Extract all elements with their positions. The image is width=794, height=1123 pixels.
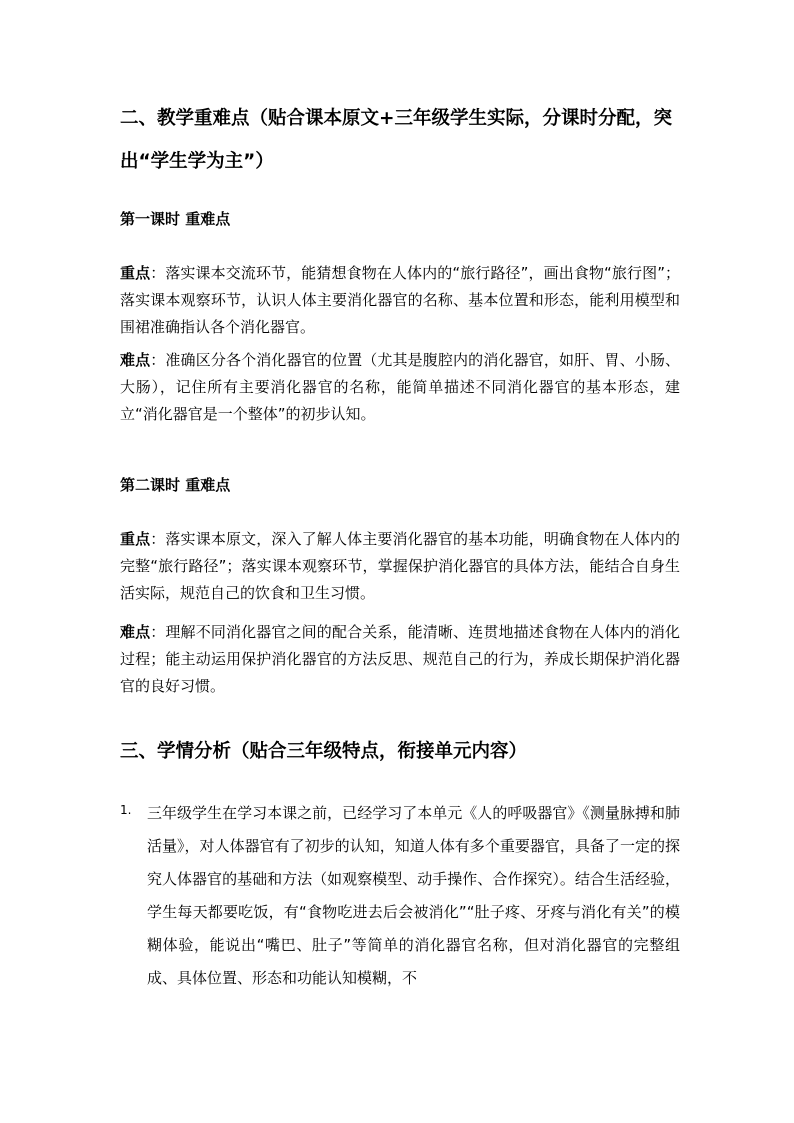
- lesson-2-heading: 第二课时 重难点: [120, 476, 231, 494]
- difficult-point-label: 难点: [120, 351, 151, 369]
- list-item-text: 三年级学生在学习本课之前，已经学习了本单元《人的呼吸器官》《测量脉搏和肺活量》，对人体器官有了初步的认知，知道人体有多个重要器官，具备了一定的探究人体器官的基础和方法（如观察模型、动手操作、合作探究）。结合生活经验，学生每天都要吃饭，有“食物吃进去后会被消化”“肚子疼、牙疼与消化有关”的模糊体验，能说出“嘴巴、肚子”等简单的消化器官名称，但对消化器官的完整组成、具体位置、形态和功能认知模糊，不: [147, 804, 680, 987]
- lesson-1-heading: 第一课时 重难点: [120, 210, 231, 228]
- lesson-1-difficult-point: [120, 347, 680, 428]
- key-point-text: ：落实课本交流环节，能猜想食物在人体内的“旅行路径”，画出食物“旅行图”；落实课本观察环节，认识人体主要消化器官的名称、基本位置和形态，能利用模型和围裙准确指认各个消化器官。: [120, 264, 680, 336]
- key-point-label: 重点: [120, 264, 151, 282]
- section-heading-learner-analysis: 三、学情分析（贴合三年级特点，衔接单元内容）: [120, 741, 528, 762]
- list-item-number: 1.: [120, 803, 132, 817]
- section-heading-teaching-focus: 二、教学重难点（贴合课本原文+三年级学生实际，分课时分配，突出“学生学为主”）: [120, 108, 673, 172]
- lesson-1-key-point: [120, 260, 680, 341]
- lesson-2-key-point: [120, 526, 680, 607]
- lesson-2-difficult-point: [120, 619, 680, 700]
- key-point-label: 重点: [120, 530, 151, 548]
- key-point-text: ：落实课本原文，深入了解人体主要消化器官的基本功能，明确食物在人体内的完整“旅行路径”；落实课本观察环节，掌握保护消化器官的具体方法，能结合自身生活实际，规范自己的饮食和卫生习惯。: [120, 530, 680, 602]
- difficult-point-text: ：理解不同消化器官之间的配合关系，能清晰、连贯地描述食物在人体内的消化过程；能主动运用保护消化器官的方法反思、规范自己的行为，养成长期保护消化器官的良好习惯。: [120, 623, 680, 695]
- difficult-point-text: ：准确区分各个消化器官的位置（尤其是腹腔内的消化器官，如肝、胃、小肠、大肠），记住所有主要消化器官的名称，能简单描述不同消化器官的基本形态，建立“消化器官是一个整体”的初步认知。: [120, 351, 680, 423]
- difficult-point-label: 难点: [120, 623, 151, 641]
